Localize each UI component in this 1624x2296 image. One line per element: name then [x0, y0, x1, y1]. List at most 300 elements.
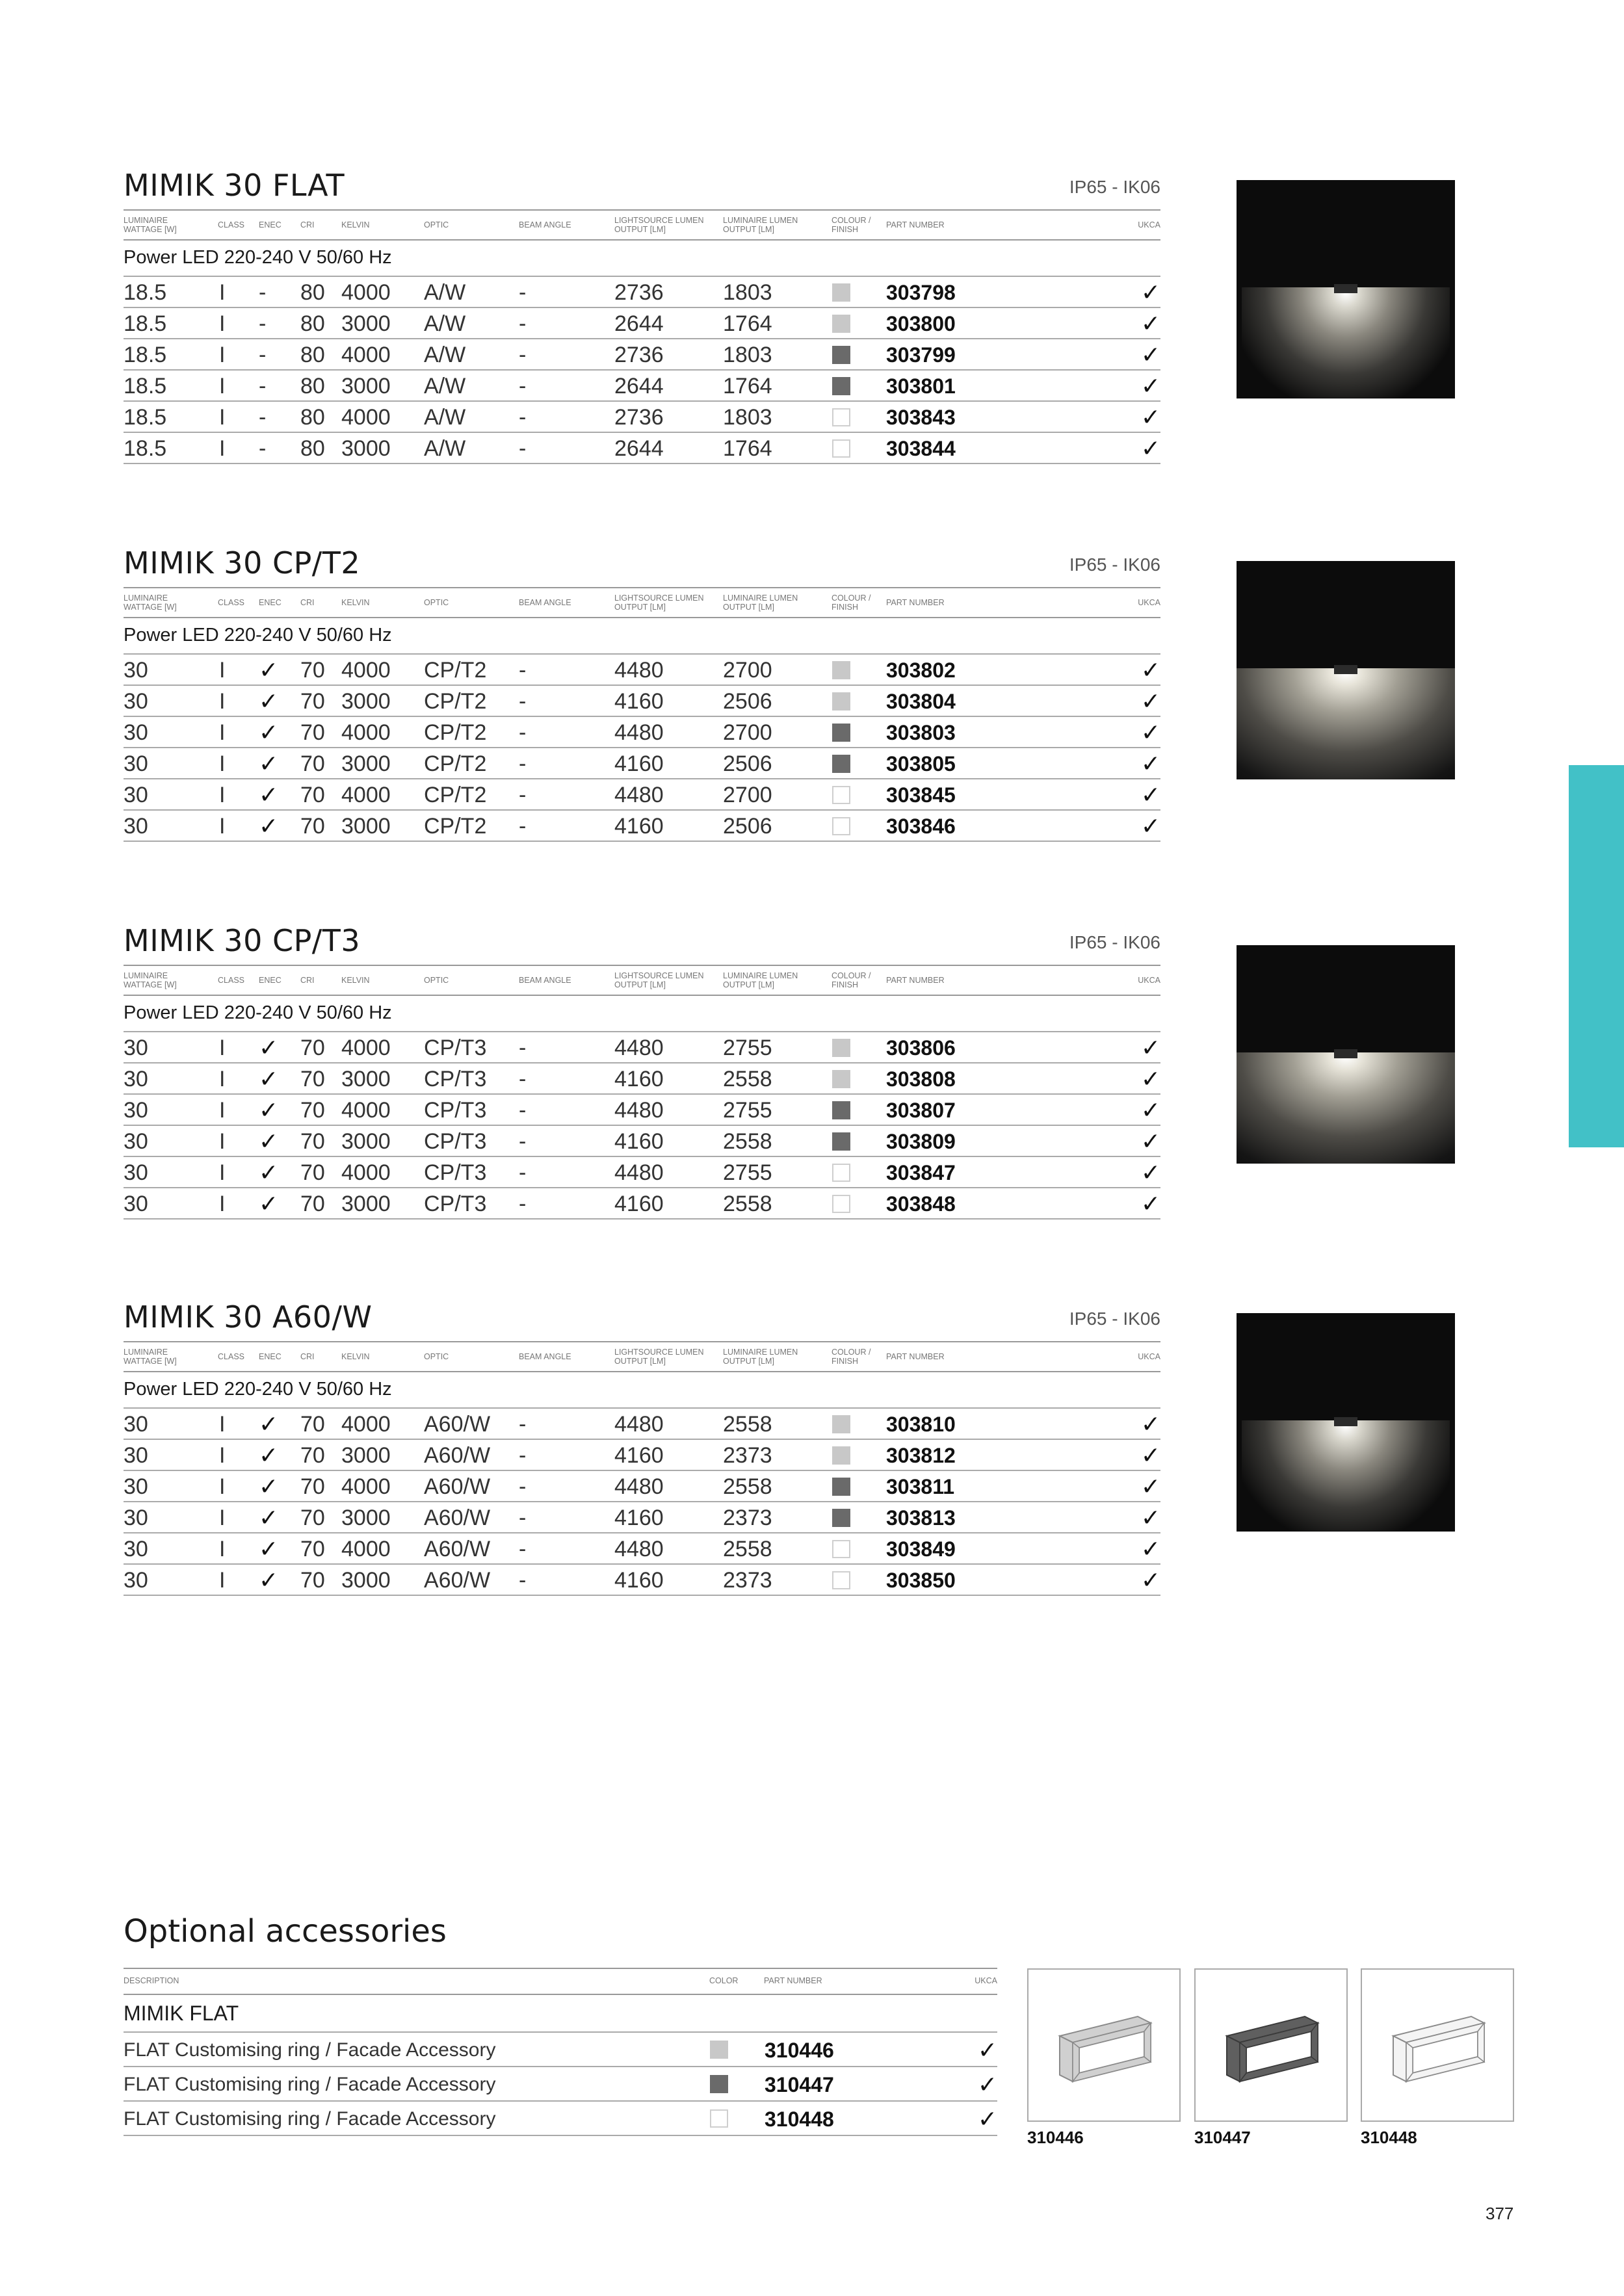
cell-ls-lumen: 4160 — [614, 814, 664, 839]
col-class: CLASS — [218, 220, 244, 229]
col-kelvin: KELVIN — [341, 220, 370, 229]
col-enec: ENEC — [259, 1352, 282, 1361]
cell-kelvin: 3000 — [341, 751, 391, 776]
cell-beam: - — [519, 720, 527, 745]
cell-kelvin: 4000 — [341, 1098, 391, 1123]
cell-lum-lumen: 2558 — [723, 1474, 772, 1499]
cell-class: I — [219, 405, 226, 430]
accessory-thumb — [1194, 1968, 1348, 2122]
cell-ls-lumen: 2736 — [614, 405, 664, 430]
cell-kelvin: 4000 — [341, 1160, 391, 1185]
cell-class: I — [219, 658, 226, 683]
ukca-check: ✓ — [1140, 1442, 1160, 1468]
finish-swatch-dark — [832, 1132, 850, 1151]
cell-kelvin: 3000 — [341, 1568, 391, 1593]
ukca-check: ✓ — [977, 2037, 997, 2063]
cell-optic: CP/T3 — [424, 1036, 487, 1060]
cell-kelvin: 3000 — [341, 311, 391, 336]
cell-beam: - — [519, 311, 527, 336]
cell-cri: 70 — [300, 1474, 325, 1499]
table-row — [124, 655, 1160, 686]
cell-wattage: 30 — [124, 814, 148, 839]
col-beam: BEAM ANGLE — [519, 598, 571, 607]
ukca-check: ✓ — [1140, 404, 1160, 430]
group-label: Power LED 220-240 V 50/60 Hz — [124, 247, 392, 268]
table-row — [124, 433, 1160, 464]
cell-lum-lumen: 2558 — [723, 1129, 772, 1154]
cell-ls-lumen: 4480 — [614, 1412, 664, 1437]
cell-beam: - — [519, 1098, 527, 1123]
cell-lum-lumen: 2558 — [723, 1192, 772, 1216]
cell-enec: ✓ — [259, 1504, 279, 1531]
cell-lum-lumen: 1764 — [723, 374, 772, 398]
cell-ls-lumen: 4160 — [614, 1129, 664, 1154]
cell-optic: A60/W — [424, 1474, 491, 1499]
ring-frame-icon — [1053, 2003, 1157, 2088]
table-row — [124, 1440, 1160, 1471]
cell-beam: - — [519, 751, 527, 776]
cell-beam: - — [519, 658, 527, 683]
cell-part-number: 303846 — [886, 815, 956, 838]
cell-kelvin: 4000 — [341, 720, 391, 745]
col-kelvin: KELVIN — [341, 598, 370, 607]
accessories-group: MIMIK FLAT — [124, 2002, 239, 2025]
cell-cri: 70 — [300, 751, 325, 776]
col-kelvin: KELVIN — [341, 1352, 370, 1361]
cell-ls-lumen: 4160 — [614, 689, 664, 714]
cell-wattage: 18.5 — [124, 280, 167, 305]
col-ukca: UKCA — [1138, 220, 1160, 229]
cell-wattage: 30 — [124, 689, 148, 714]
cell-lum-lumen: 2373 — [723, 1568, 772, 1593]
fixture — [1334, 284, 1357, 293]
col-cri: CRI — [300, 976, 315, 985]
table-row — [124, 308, 1160, 339]
cell-kelvin: 4000 — [341, 280, 391, 305]
cell-class: I — [219, 1474, 226, 1499]
ukca-check: ✓ — [1140, 813, 1160, 839]
col-ukca: UKCA — [1138, 1352, 1160, 1361]
cell-kelvin: 4000 — [341, 658, 391, 683]
cell-kelvin: 3000 — [341, 814, 391, 839]
cell-lum-lumen: 2506 — [723, 814, 772, 839]
table-row — [124, 371, 1160, 402]
cell-optic: A60/W — [424, 1412, 491, 1437]
cell-beam: - — [519, 436, 527, 461]
cell-enec: ✓ — [259, 1473, 279, 1500]
cell-kelvin: 3000 — [341, 1506, 391, 1530]
product-photo-a60-w — [1237, 1313, 1455, 1532]
finish-swatch-white — [832, 817, 850, 835]
col-finish: COLOUR / FINISH — [832, 1348, 871, 1366]
cell-enec: - — [259, 436, 267, 461]
cell-cri: 70 — [300, 1098, 325, 1123]
cell-class: I — [219, 374, 226, 398]
ukca-check: ✓ — [1140, 435, 1160, 462]
cell-lum-lumen: 1764 — [723, 436, 772, 461]
accessory-row — [124, 2033, 997, 2067]
accessory-thumb-label: 310447 — [1194, 2128, 1251, 2147]
col-finish: COLOUR / FINISH — [832, 971, 871, 989]
col-optic: OPTIC — [424, 976, 449, 985]
col-beam: BEAM ANGLE — [519, 976, 571, 985]
ip-rating: IP65 - IK06 — [1069, 554, 1160, 575]
ip-rating: IP65 - IK06 — [1069, 932, 1160, 952]
section-title: MIMIK 30 CP/T2 — [124, 545, 361, 581]
fixture — [1334, 665, 1357, 674]
ukca-check: ✓ — [1140, 688, 1160, 714]
ukca-check: ✓ — [1140, 1128, 1160, 1155]
table-header — [124, 1341, 1160, 1372]
cell-lum-lumen: 2755 — [723, 1036, 772, 1060]
cell-beam: - — [519, 1568, 527, 1593]
finish-swatch-dark — [832, 724, 850, 742]
cell-optic: A/W — [424, 311, 466, 336]
cell-wattage: 18.5 — [124, 311, 167, 336]
table-row — [124, 1157, 1160, 1188]
product-photo-flat — [1237, 180, 1455, 398]
col-part: PART NUMBER — [886, 598, 945, 607]
cell-wattage: 30 — [124, 658, 148, 683]
cell-optic: CP/T3 — [424, 1192, 487, 1216]
cell-beam: - — [519, 783, 527, 807]
cell-class: I — [219, 1506, 226, 1530]
cell-ls-lumen: 4480 — [614, 783, 664, 807]
cell-enec: ✓ — [259, 1411, 279, 1437]
col-finish: COLOUR / FINISH — [832, 216, 871, 234]
cell-kelvin: 3000 — [341, 1067, 391, 1091]
accessory-row — [124, 2102, 997, 2136]
cell-optic: A/W — [424, 374, 466, 398]
cell-part-number: 303810 — [886, 1413, 956, 1436]
cell-optic: CP/T3 — [424, 1129, 487, 1154]
accessory-row — [124, 2067, 997, 2102]
cell-optic: CP/T2 — [424, 720, 487, 745]
fixture — [1334, 1417, 1357, 1426]
cell-cri: 80 — [300, 436, 325, 461]
cell-ls-lumen: 4480 — [614, 1474, 664, 1499]
cell-ls-lumen: 2644 — [614, 374, 664, 398]
fixture — [1334, 1049, 1357, 1058]
ip-rating: IP65 - IK06 — [1069, 177, 1160, 197]
table-row — [124, 1032, 1160, 1063]
cell-kelvin: 4000 — [341, 343, 391, 367]
cell-class: I — [219, 1129, 226, 1154]
light-beam — [1237, 1052, 1455, 1164]
cell-wattage: 30 — [124, 1474, 148, 1499]
cell-class: I — [219, 1412, 226, 1437]
cell-beam: - — [519, 814, 527, 839]
finish-swatch-white — [832, 1571, 850, 1589]
finish-swatch-dark — [832, 755, 850, 773]
cell-enec: ✓ — [259, 1034, 279, 1061]
cell-kelvin: 3000 — [341, 374, 391, 398]
section-title: MIMIK 30 CP/T3 — [124, 923, 361, 958]
cell-wattage: 30 — [124, 1506, 148, 1530]
cell-wattage: 30 — [124, 1160, 148, 1185]
ukca-check: ✓ — [1140, 279, 1160, 306]
ukca-check: ✓ — [1140, 372, 1160, 399]
table-body — [124, 1031, 1160, 1220]
ukca-check: ✓ — [1140, 1159, 1160, 1186]
finish-swatch-white — [832, 1540, 850, 1558]
table-body — [124, 653, 1160, 842]
col-wattage: LUMINAIRE WATTAGE [W] — [124, 216, 177, 234]
col-enec: ENEC — [259, 598, 282, 607]
col-ls-lumen: LIGHTSOURCE LUMEN OUTPUT [LM] — [614, 1348, 704, 1366]
ukca-check: ✓ — [1140, 1473, 1160, 1500]
cell-ls-lumen: 4160 — [614, 1443, 664, 1468]
cell-part-number: 303844 — [886, 437, 956, 460]
cell-ls-lumen: 4160 — [614, 1568, 664, 1593]
cell-cri: 70 — [300, 720, 325, 745]
cell-kelvin: 4000 — [341, 405, 391, 430]
finish-swatch-light — [832, 692, 850, 711]
finish-swatch-light — [832, 661, 850, 679]
cell-beam: - — [519, 1443, 527, 1468]
cell-wattage: 18.5 — [124, 343, 167, 367]
section-title: MIMIK 30 FLAT — [124, 168, 345, 203]
ukca-check: ✓ — [1140, 1411, 1160, 1437]
col-optic: OPTIC — [424, 220, 449, 229]
cell-class: I — [219, 751, 226, 776]
cell-class: I — [219, 1443, 226, 1468]
accessories-title: Optional accessories — [124, 1913, 447, 1950]
table-row — [124, 1095, 1160, 1126]
table-body — [124, 1407, 1160, 1596]
cell-enec: ✓ — [259, 657, 279, 683]
cell-cri: 70 — [300, 1443, 325, 1468]
cell-ls-lumen: 4480 — [614, 658, 664, 683]
cell-wattage: 30 — [124, 751, 148, 776]
ukca-check: ✓ — [1140, 341, 1160, 368]
cell-part-number: 303843 — [886, 406, 956, 429]
cell-lum-lumen: 2373 — [723, 1506, 772, 1530]
cell-kelvin: 3000 — [341, 689, 391, 714]
cell-class: I — [219, 1192, 226, 1216]
accessories-body — [124, 2031, 997, 2136]
cell-lum-lumen: 1803 — [723, 405, 772, 430]
col-part: PART NUMBER — [886, 220, 945, 229]
finish-swatch-white — [832, 786, 850, 804]
cell-beam: - — [519, 1036, 527, 1060]
ukca-check: ✓ — [1140, 1567, 1160, 1593]
light-beam — [1242, 287, 1450, 398]
finish-swatch-light — [832, 1415, 850, 1433]
ukca-check: ✓ — [1140, 657, 1160, 683]
cell-lum-lumen: 1803 — [723, 280, 772, 305]
cell-part-number: 303848 — [886, 1192, 956, 1216]
cell-kelvin: 3000 — [341, 1192, 391, 1216]
cell-ls-lumen: 2736 — [614, 343, 664, 367]
finish-swatch-light — [832, 1039, 850, 1057]
cell-cri: 70 — [300, 1192, 325, 1216]
cell-part-number: 303804 — [886, 690, 956, 713]
cell-optic: CP/T3 — [424, 1067, 487, 1091]
col-wattage: LUMINAIRE WATTAGE [W] — [124, 594, 177, 612]
cell-optic: A/W — [424, 405, 466, 430]
accessory-description: FLAT Customising ring / Facade Accessory — [124, 2039, 496, 2061]
col-optic: OPTIC — [424, 1352, 449, 1361]
cell-wattage: 30 — [124, 720, 148, 745]
cell-enec: ✓ — [259, 781, 279, 808]
ring-frame-icon — [1387, 2003, 1491, 2088]
ukca-check: ✓ — [1140, 1065, 1160, 1092]
cell-part-number: 303798 — [886, 281, 956, 304]
table-row — [124, 1188, 1160, 1220]
cell-enec: ✓ — [259, 1097, 279, 1123]
cell-cri: 70 — [300, 1568, 325, 1593]
cell-wattage: 18.5 — [124, 436, 167, 461]
cell-class: I — [219, 436, 226, 461]
cell-ls-lumen: 4160 — [614, 751, 664, 776]
cell-cri: 70 — [300, 1506, 325, 1530]
col-cri: CRI — [300, 598, 315, 607]
col-enec: ENEC — [259, 976, 282, 985]
cell-enec: - — [259, 311, 267, 336]
col-ukca: UKCA — [1138, 598, 1160, 607]
cell-cri: 70 — [300, 689, 325, 714]
accessory-part-number: 310448 — [765, 2107, 834, 2131]
col-lum-lumen: LUMINAIRE LUMEN OUTPUT [LM] — [723, 971, 798, 989]
product-photo-cp-t2 — [1237, 561, 1455, 779]
cell-beam: - — [519, 1160, 527, 1185]
ukca-check: ✓ — [1140, 719, 1160, 746]
table-row — [124, 339, 1160, 371]
cell-ls-lumen: 4480 — [614, 1036, 664, 1060]
col-enec: ENEC — [259, 220, 282, 229]
finish-swatch-white — [832, 439, 850, 458]
cell-lum-lumen: 2506 — [723, 751, 772, 776]
finish-swatch-dark — [832, 346, 850, 364]
page-number: 377 — [1486, 2204, 1514, 2223]
cell-optic: A60/W — [424, 1443, 491, 1468]
cell-beam: - — [519, 689, 527, 714]
cell-class: I — [219, 1160, 226, 1185]
cell-cri: 70 — [300, 1537, 325, 1561]
group-label: Power LED 220-240 V 50/60 Hz — [124, 1379, 392, 1400]
table-row — [124, 1565, 1160, 1596]
cell-class: I — [219, 311, 226, 336]
finish-swatch-white — [832, 1164, 850, 1182]
table-row — [124, 748, 1160, 779]
cell-part-number: 303849 — [886, 1537, 956, 1561]
col-ukca: UKCA — [975, 1976, 997, 1985]
table-header — [124, 587, 1160, 618]
cell-part-number: 303847 — [886, 1161, 956, 1184]
cell-cri: 80 — [300, 343, 325, 367]
col-part: PART NUMBER — [886, 1352, 945, 1361]
table-row — [124, 277, 1160, 308]
cell-wattage: 18.5 — [124, 374, 167, 398]
cell-optic: CP/T2 — [424, 783, 487, 807]
chapter-tab — [1569, 765, 1624, 1147]
ukca-check: ✓ — [977, 2106, 997, 2132]
cell-kelvin: 4000 — [341, 1412, 391, 1437]
cell-enec: ✓ — [259, 688, 279, 714]
col-ls-lumen: LIGHTSOURCE LUMEN OUTPUT [LM] — [614, 216, 704, 234]
cell-part-number: 303805 — [886, 752, 956, 776]
col-lum-lumen: LUMINAIRE LUMEN OUTPUT [LM] — [723, 216, 798, 234]
accessories-header — [124, 1968, 997, 1995]
finish-swatch-dark — [832, 1101, 850, 1119]
cell-enec: - — [259, 343, 267, 367]
cell-beam: - — [519, 1506, 527, 1530]
col-color: COLOR — [709, 1976, 739, 1985]
finish-swatch-white — [832, 408, 850, 426]
cell-part-number: 303812 — [886, 1444, 956, 1467]
cell-class: I — [219, 783, 226, 807]
cell-cri: 70 — [300, 1067, 325, 1091]
cell-ls-lumen: 4480 — [614, 720, 664, 745]
col-beam: BEAM ANGLE — [519, 220, 571, 229]
finish-swatch-light — [832, 1070, 850, 1088]
cell-enec: ✓ — [259, 813, 279, 839]
table-row — [124, 811, 1160, 842]
cell-lum-lumen: 2700 — [723, 658, 772, 683]
cell-ls-lumen: 4480 — [614, 1160, 664, 1185]
table-row — [124, 402, 1160, 433]
col-kelvin: KELVIN — [341, 976, 370, 985]
cell-lum-lumen: 2700 — [723, 783, 772, 807]
cell-beam: - — [519, 1067, 527, 1091]
accessory-thumb — [1027, 1968, 1181, 2122]
col-class: CLASS — [218, 976, 244, 985]
col-class: CLASS — [218, 598, 244, 607]
table-header — [124, 965, 1160, 996]
table-body — [124, 276, 1160, 464]
accessory-description: FLAT Customising ring / Facade Accessory — [124, 2074, 496, 2095]
cell-lum-lumen: 2558 — [723, 1537, 772, 1561]
cell-part-number: 303813 — [886, 1506, 956, 1530]
cell-lum-lumen: 2373 — [723, 1443, 772, 1468]
cell-kelvin: 3000 — [341, 1443, 391, 1468]
table-header — [124, 209, 1160, 241]
cell-optic: A/W — [424, 343, 466, 367]
light-beam — [1242, 1420, 1450, 1531]
accessory-thumb — [1361, 1968, 1514, 2122]
cell-ls-lumen: 2644 — [614, 436, 664, 461]
cell-optic: A/W — [424, 280, 466, 305]
cell-wattage: 30 — [124, 1098, 148, 1123]
col-ls-lumen: LIGHTSOURCE LUMEN OUTPUT [LM] — [614, 594, 704, 612]
cell-lum-lumen: 2506 — [723, 689, 772, 714]
ukca-check: ✓ — [1140, 750, 1160, 777]
cell-class: I — [219, 720, 226, 745]
cell-kelvin: 3000 — [341, 1129, 391, 1154]
cell-optic: CP/T2 — [424, 751, 487, 776]
cell-cri: 70 — [300, 1036, 325, 1060]
cell-cri: 80 — [300, 374, 325, 398]
ukca-check: ✓ — [1140, 1034, 1160, 1061]
group-label: Power LED 220-240 V 50/60 Hz — [124, 1002, 392, 1023]
cell-cri: 70 — [300, 783, 325, 807]
finish-swatch-light — [832, 283, 850, 302]
cell-optic: A60/W — [424, 1537, 491, 1561]
accessory-thumb-label: 310446 — [1027, 2128, 1084, 2147]
ukca-check: ✓ — [1140, 1097, 1160, 1123]
cell-kelvin: 4000 — [341, 1036, 391, 1060]
ukca-check: ✓ — [1140, 1190, 1160, 1217]
table-row — [124, 717, 1160, 748]
cell-cri: 70 — [300, 1160, 325, 1185]
cell-beam: - — [519, 343, 527, 367]
cell-enec: - — [259, 280, 267, 305]
cell-kelvin: 3000 — [341, 436, 391, 461]
cell-enec: ✓ — [259, 719, 279, 746]
ukca-check: ✓ — [1140, 310, 1160, 337]
cell-part-number: 303799 — [886, 343, 956, 367]
